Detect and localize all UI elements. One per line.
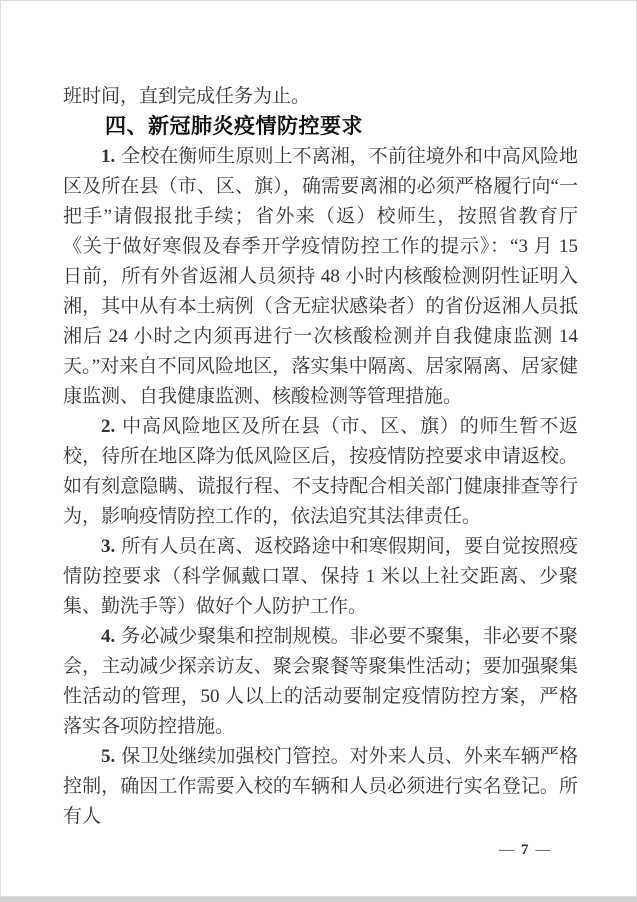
paragraph-list — [63, 142, 578, 832]
body-paragraph — [63, 412, 578, 532]
continuation-paragraph: 班时间，直到完成任务为止。 — [63, 86, 311, 107]
body-paragraph — [63, 532, 578, 622]
paragraph-number: 1. — [101, 146, 116, 167]
body-paragraph — [63, 622, 578, 742]
paragraph-number: 5. — [101, 746, 116, 767]
document-body — [63, 82, 578, 832]
paragraph-text: 务必减少聚集和控制规模。非必要不聚集，非必要不聚会，主动减少探亲访友、聚会聚餐等聚集性活动；要加强聚集性活动的管理，50 人以上的活动要制定疫情防控方案，严格落实各项防控措施。 — [63, 626, 578, 737]
paragraph-text: 所有人员在离、返校路途中和寒假期间，要自觉按照疫情防控要求（科学佩戴口罩、保持 1 米以上社交距离、少聚集、勤洗手等）做好个人防护工作。 — [63, 536, 578, 617]
paragraph-text: 全校在衡师生原则上不离湘，不前往境外和中高风险地区及所在县（市、区、旗），确需要离湘的必须严格履行向“一把手”请假报批手续；省外来（返）校师生，按照省教育厅《关于做好寒假及春季开学疫情防控工作的提示》：“3 月 15 日前，所有外省返湘人员须持 48 小时内核酸检测阴性证明入湘，其中从有本土病例（含无症状感染者）的省份返湘人员抵湘后 24 小时之内须再进行一次核酸检测并自我健康监测 14 天。”对来自不同风险地区，落实集中隔离、居家隔离、居家健康监测、自我健康监测、核酸检测等管理措施。 — [63, 146, 578, 407]
page-number-left-dash: — — [499, 842, 515, 858]
paragraph-number: 4. — [101, 626, 116, 647]
paragraph-text: 中高风险地区及所在县（市、区、旗）的师生暂不返校，待所在地区降为低风险区后，按疫情防控要求申请返校。如有刻意隐瞒、谎报行程、不支持配合相关部门健康排查等行为，影响疫情防控工作的，依法追究其法律责任。 — [63, 416, 578, 527]
page-number-value: 7 — [521, 842, 530, 858]
paragraph-text: 保卫处继续加强校门管控。对外来人员、外来车辆严格控制，确因工作需要入校的车辆和人员必须进行实名登记。所有人 — [63, 746, 578, 827]
section-heading: 四、新冠肺炎疫情防控要求 — [105, 115, 363, 138]
body-paragraph — [63, 742, 578, 832]
body-paragraph — [63, 142, 578, 412]
paragraph-number: 2. — [101, 416, 116, 437]
paragraph-number: 3. — [101, 536, 116, 557]
page-number-right-dash: — — [535, 842, 552, 858]
page-number — [499, 842, 552, 859]
